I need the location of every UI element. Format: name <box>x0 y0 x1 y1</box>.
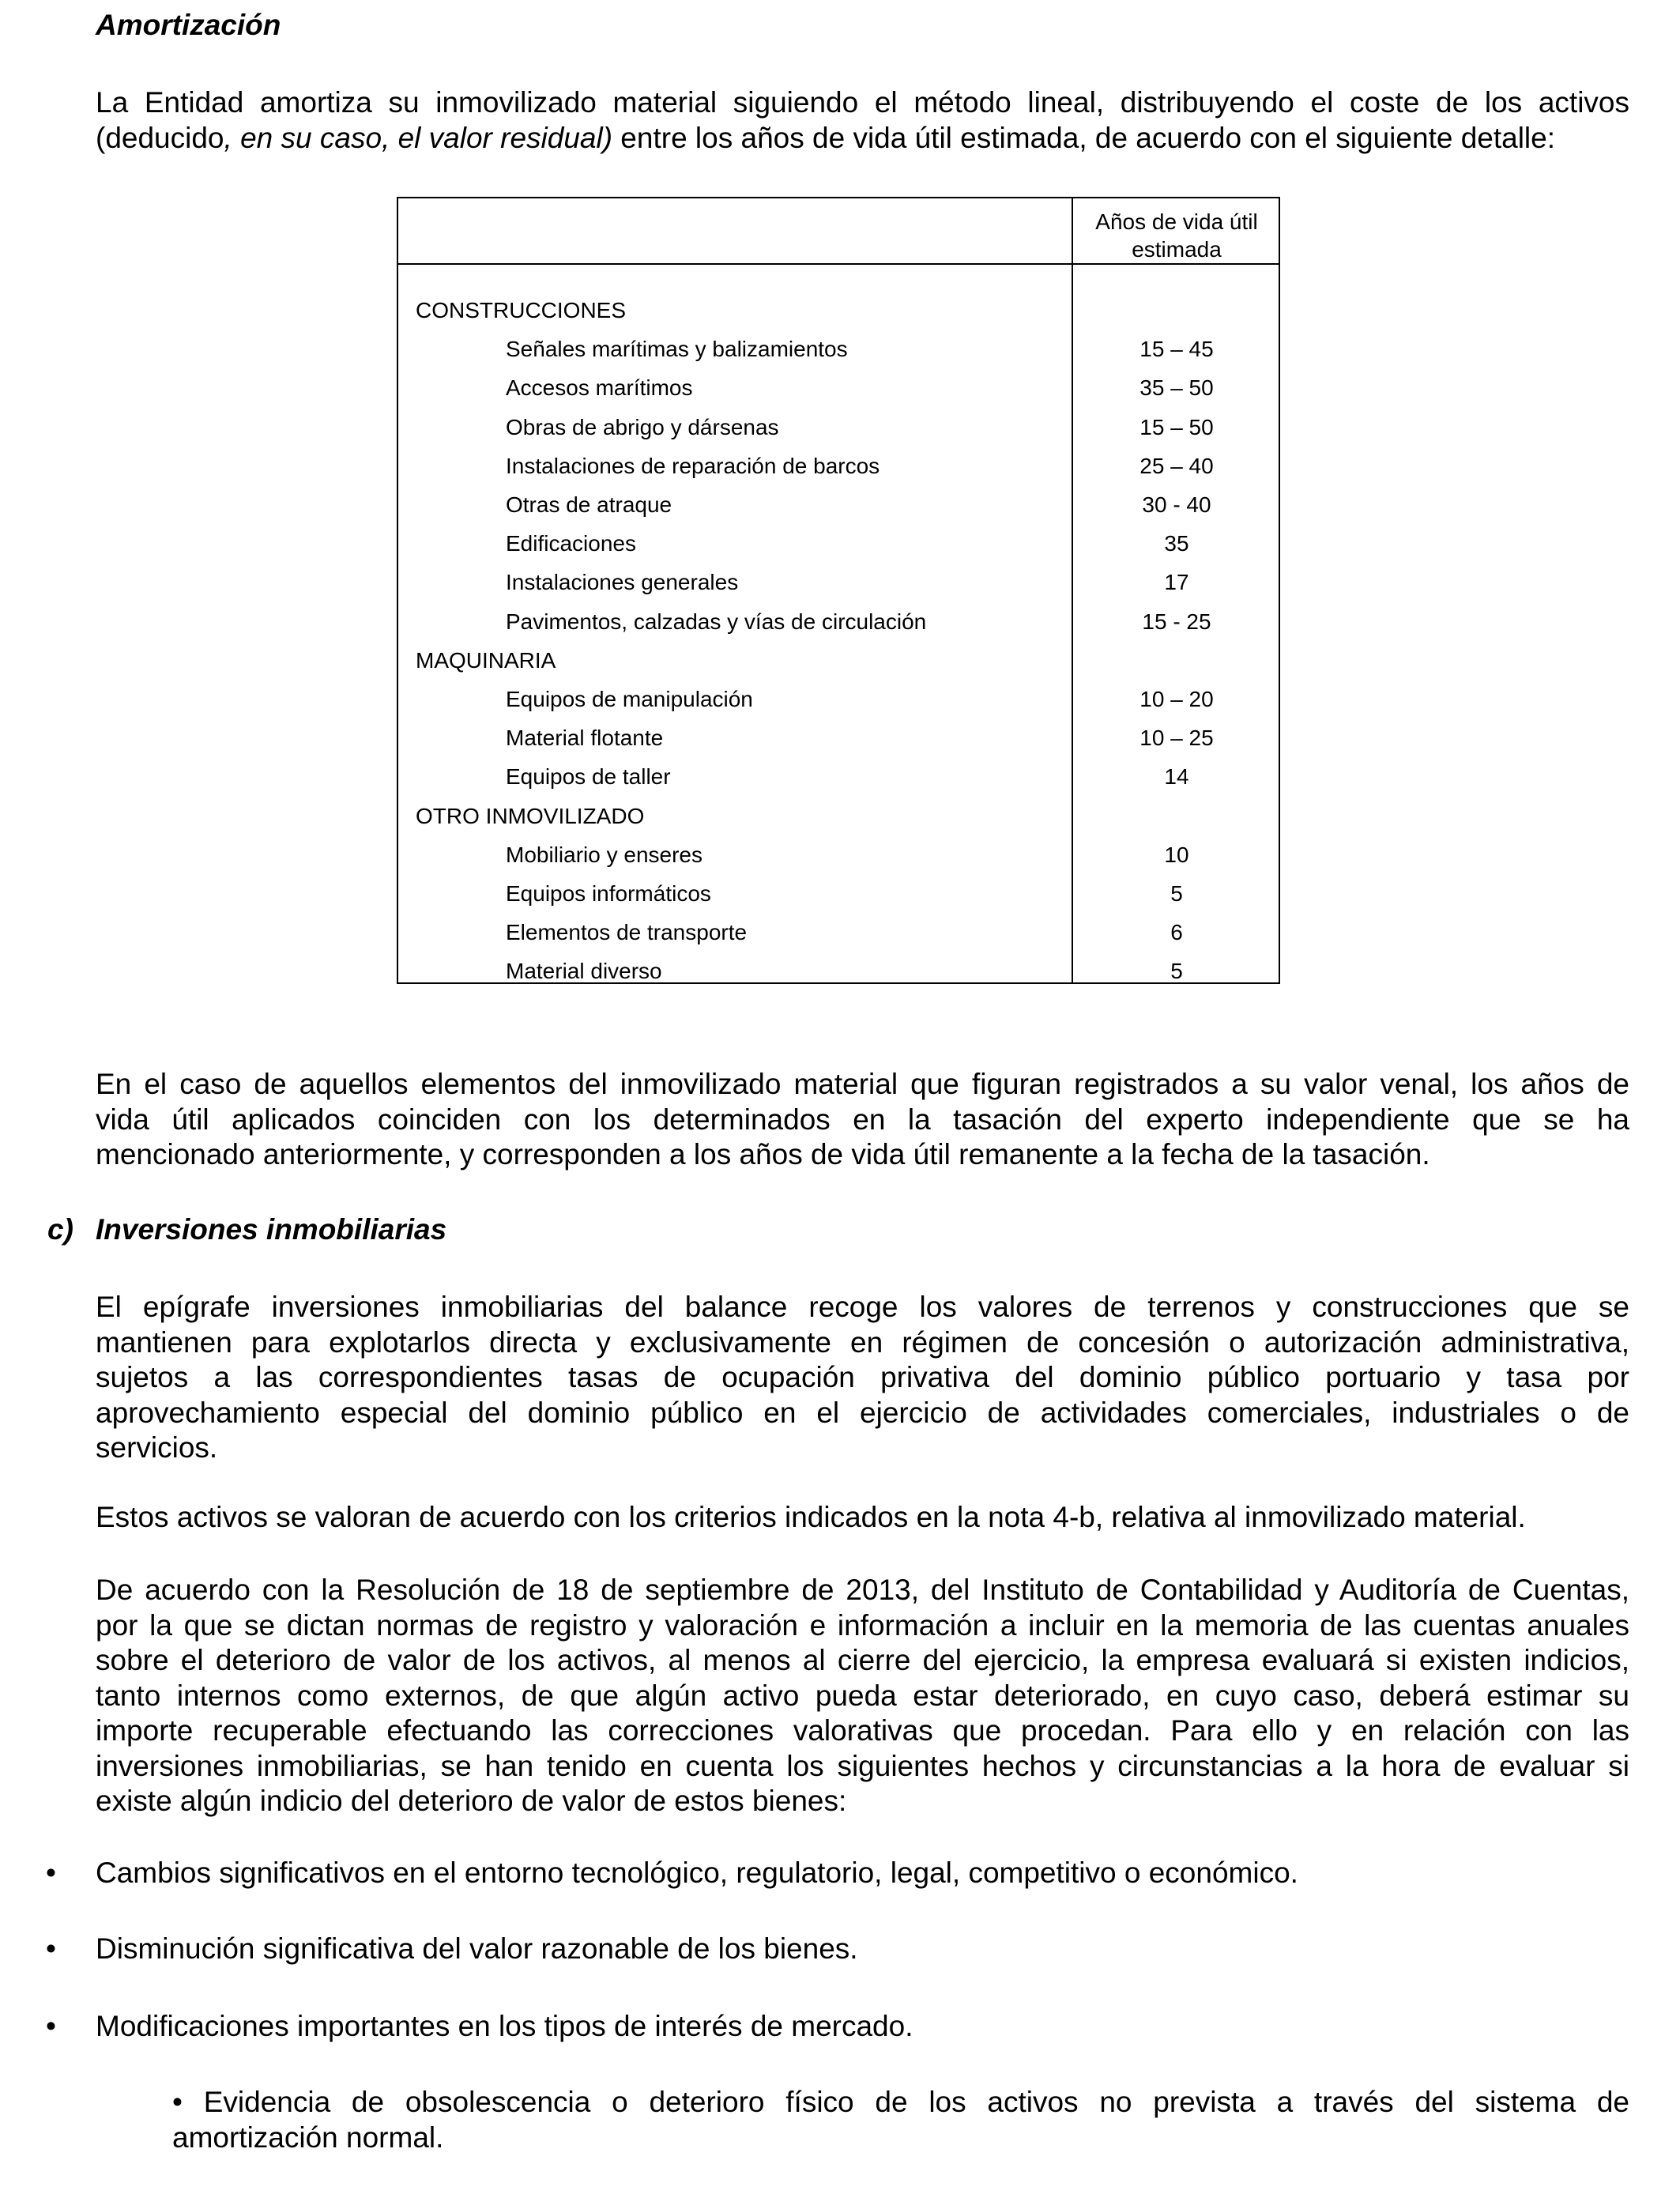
text-line: importe recuperable efectuando las correcciones valorativas que procedan. Para ello y en relación con las <box>96 1714 1629 1747</box>
text-line: inversiones inmobiliarias, se han tenido en cuenta los siguientes hechos y circunstancias a la hora de evaluar si <box>96 1749 1629 1782</box>
text-line: sujetos a las correspondientes tasas de ocupación privativa del dominio público portuario y tasa por <box>96 1361 1629 1393</box>
table-category-row <box>398 291 1279 330</box>
asset-label: Equipos informáticos <box>506 881 711 906</box>
table-row <box>398 368 1279 407</box>
table-row <box>398 757 1279 796</box>
table-row <box>398 602 1279 641</box>
text-line: Estos activos se valoran de acuerdo con los criterios indicados en la nota 4-b, relativa al inmovilizado material. <box>96 1501 1526 1533</box>
inversiones-paragraph-3 <box>96 1573 1629 1819</box>
text-line: • Evidencia de obsolescencia o deterioro físico de los activos no prevista a través del sistema de <box>172 2086 1629 2118</box>
inversiones-paragraph-2 <box>96 1500 1629 1536</box>
table-row <box>398 447 1279 485</box>
bullet-marker: • <box>46 1857 56 1889</box>
text-line: sobre el deterioro de valor de los activos, al menos al cierre del ejercicio, la empresa evaluará si existen indicios, <box>96 1644 1629 1676</box>
text-line <box>96 121 1629 156</box>
table-row <box>398 952 1279 990</box>
text-line: amortización normal. <box>172 2120 444 2154</box>
asset-label: Equipos de taller <box>506 764 671 790</box>
text-line: De acuerdo con la Resolución de 18 de septiembre de 2013, del Instituto de Contabilidad y Auditoría de Cuentas, <box>96 1574 1629 1606</box>
section-heading-amortizacion: Amortización <box>96 9 281 41</box>
table-row <box>398 680 1279 718</box>
text-line: vida útil aplicados coinciden con los determinados en la tasación del experto independiente que se ha <box>96 1103 1629 1136</box>
asset-label: Material diverso <box>506 959 662 984</box>
text-line: por la que se dictan normas de registro y valoración e información a incluir en la memoria de las cuentas anuales <box>96 1608 1629 1642</box>
bullet-item: Cambios significativos en el entorno tecnológico, regulatorio, legal, competitivo o económico. <box>96 1857 1298 1889</box>
category-label: OTRO INMOVILIZADO <box>416 803 645 828</box>
section-letter-c: c) <box>47 1213 73 1246</box>
asset-label: Instalaciones generales <box>506 570 739 595</box>
intro-text-normal: (deducido <box>96 121 224 154</box>
useful-life-value: 10 – 25 <box>1139 726 1214 751</box>
text-line: mencionado anteriormente, y corresponden a los años de vida útil remanente a la fecha de la tasación. <box>96 1138 1430 1171</box>
text-line: mantienen para explotarlos directa y exclusivamente en régimen de concesión o autorización administrativa, <box>96 1325 1629 1359</box>
asset-label: Accesos marítimos <box>506 375 693 401</box>
useful-life-value: 15 - 25 <box>1142 609 1211 634</box>
useful-life-value: 5 <box>1170 881 1183 906</box>
asset-label: Instalaciones de reparación de barcos <box>506 453 880 478</box>
table-category-row <box>398 797 1279 835</box>
asset-label: Material flotante <box>506 726 664 751</box>
bullet-marker: • <box>46 2010 56 2042</box>
asset-label: Equipos de manipulación <box>506 687 753 711</box>
table-row <box>398 718 1279 757</box>
useful-life-value: 15 – 45 <box>1139 337 1214 362</box>
table-row <box>398 563 1279 601</box>
table-header-divider <box>398 263 1279 265</box>
sub-bullet-paragraph <box>172 2085 1629 2155</box>
asset-label: Edificaciones <box>506 531 636 556</box>
table-row <box>398 408 1279 447</box>
text-line: En el caso de aquellos elementos del inmovilizado material que figuran registrados a su valor venal, los años de <box>96 1068 1629 1100</box>
text-line: servicios. <box>96 1431 218 1464</box>
table-row <box>398 835 1279 874</box>
table-header-useful-life: Años de vida útil estimada <box>1095 209 1258 262</box>
asset-label: Mobiliario y enseres <box>506 842 703 867</box>
bullet-marker: • <box>46 1932 56 1965</box>
useful-life-value: 17 <box>1164 570 1189 595</box>
text-line: La Entidad amortiza su inmovilizado material siguiendo el método lineal, distribuyendo el coste de los activos <box>96 86 1629 119</box>
useful-life-value: 35 – 50 <box>1139 375 1214 401</box>
useful-life-value: 10 – 20 <box>1139 687 1214 711</box>
table-row <box>398 874 1279 913</box>
inversiones-paragraph-1 <box>96 1290 1629 1466</box>
category-label: MAQUINARIA <box>416 647 556 673</box>
asset-label: Elementos de transporte <box>506 920 748 945</box>
section-heading-inversiones: Inversiones inmobiliarias <box>96 1213 447 1246</box>
text-line: El epígrafe inversiones inmobiliarias del balance recoge los valores de terrenos y construcciones que se <box>96 1291 1629 1323</box>
table-row <box>398 485 1279 524</box>
asset-label: Señales marítimas y balizamientos <box>506 337 848 362</box>
useful-life-value: 6 <box>1170 920 1183 945</box>
text-line: tanto internos como externos, de que algún activo pueda estar deteriorado, en cuyo caso, deberá estimar su <box>96 1679 1629 1712</box>
valor-venal-paragraph <box>96 1067 1629 1173</box>
useful-life-table <box>397 197 1280 984</box>
table-row <box>398 330 1279 368</box>
asset-label: Otras de atraque <box>506 492 672 517</box>
category-label: CONSTRUCCIONES <box>416 298 627 322</box>
useful-life-value: 15 – 50 <box>1139 414 1214 439</box>
useful-life-value: 35 <box>1164 531 1189 556</box>
bullet-item: Disminución significativa del valor razonable de los bienes. <box>96 1932 858 1965</box>
asset-label: Obras de abrigo y dársenas <box>506 414 779 439</box>
table-row <box>398 913 1279 952</box>
asset-label: Pavimentos, calzadas y vías de circulación <box>506 609 927 634</box>
table-category-row <box>398 641 1279 680</box>
text-line: existe algún indicio del deterioro de valor de estos bienes: <box>96 1785 847 1817</box>
useful-life-value: 14 <box>1164 764 1189 790</box>
table-row <box>398 524 1279 563</box>
text-line: aprovechamiento especial del dominio público en el ejercicio de actividades comerciales, industriales o de <box>96 1396 1629 1429</box>
bullet-item: Modificaciones importantes en los tipos de interés de mercado. <box>96 2010 913 2042</box>
intro-text-normal: entre los años de vida útil estimada, de acuerdo con el siguiente detalle: <box>612 121 1556 154</box>
useful-life-value: 5 <box>1170 959 1183 984</box>
useful-life-value: 30 - 40 <box>1142 492 1211 517</box>
amortizacion-intro-paragraph <box>96 85 1629 156</box>
intro-text-italic: , en su caso, el valor residual) <box>224 121 613 154</box>
useful-life-value: 25 – 40 <box>1139 453 1214 478</box>
useful-life-value: 10 <box>1164 842 1189 867</box>
